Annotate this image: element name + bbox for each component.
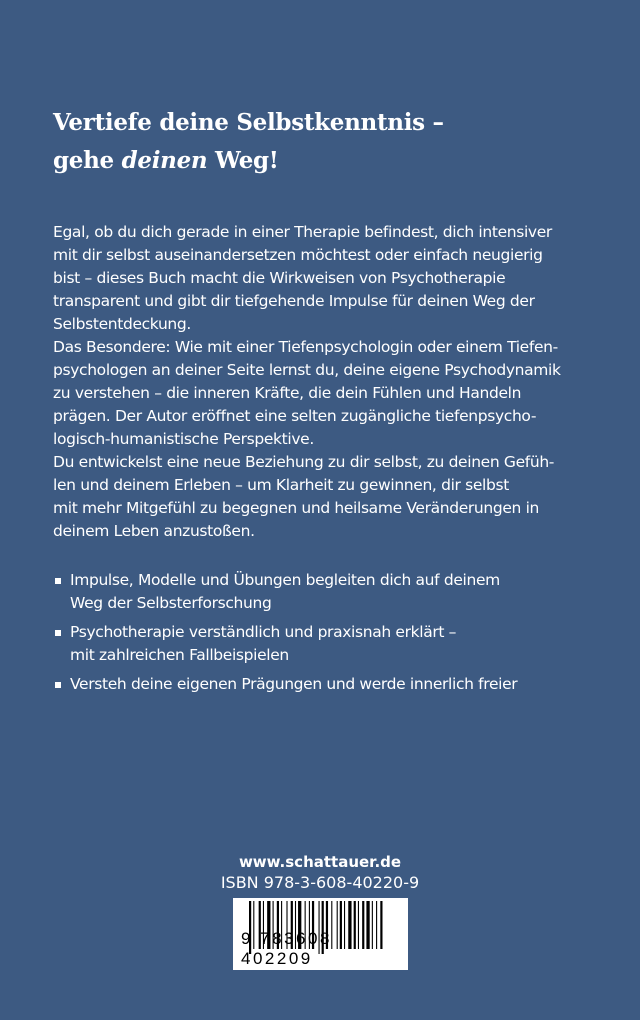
blurb-line: bist – dieses Buch macht die Wirkweisen von Psychotherapie [53,269,506,287]
headline [53,104,444,180]
blurb-line: prägen. Der Autor eröffnet eine selten zugängliche tiefenpsycho- [53,407,537,425]
bullet-line: Impulse, Modelle und Übungen begleiten dich auf deinem [70,571,500,589]
blurb-line: psychologen an deiner Seite lernst du, deine eigene Psychodynamik [53,361,561,379]
bullet-line: Weg der Selbsterforschung [70,594,272,612]
headline-text: Weg! [207,147,279,174]
barcode [233,898,408,970]
headline-emphasis: deinen [121,147,208,174]
blurb-line: Egal, ob du dich gerade in einer Therapie befindest, dich intensiver [53,223,552,241]
blurb-line: Selbstentdeckung. [53,315,191,333]
isbn-text: ISBN 978-3-608-40220-9 [220,873,420,892]
headline-line-2 [53,142,444,180]
blurb-line: transparent und gibt dir tiefgehende Impulse für deinen Weg der [53,292,535,310]
barcode-digits: 9 783608 402209 [241,929,332,968]
blurb-text [53,221,561,543]
publisher-url[interactable]: www.schattauer.de [238,853,402,871]
headline-text: gehe [53,147,122,174]
blurb-line: Du entwickelst eine neue Beziehung zu dir selbst, zu deinen Gefüh- [53,453,555,471]
blurb-line: len und deinem Erleben – um Klarheit zu gewinnen, dir selbst [53,476,509,494]
bullet-line: mit zahlreichen Fallbeispielen [70,646,289,664]
bullet-item [53,621,517,667]
bullet-item [53,673,517,696]
blurb-line: zu verstehen – die inneren Kräfte, die dein Fühlen und Handeln [53,384,522,402]
blurb-line: mit mehr Mitgefühl zu begegnen und heilsame Veränderungen in [53,499,540,517]
headline-line-1: Vertiefe deine Selbstkenntnis – [53,109,444,136]
blurb-line: deinem Leben anzustoßen. [53,522,255,540]
bullet-list [53,569,517,702]
bullet-item [53,569,517,615]
blurb-line: Das Besondere: Wie mit einer Tiefenpsychologin oder einem Tiefen- [53,338,558,356]
bullet-line: Versteh deine eigenen Prägungen und werde innerlich freier [70,675,518,693]
blurb-line: mit dir selbst auseinandersetzen möchtest oder einfach neugierig [53,246,543,264]
blurb-line: logisch-humanistische Perspektive. [53,430,314,448]
bullet-line: Psychotherapie verständlich und praxisnah erklärt – [70,623,457,641]
